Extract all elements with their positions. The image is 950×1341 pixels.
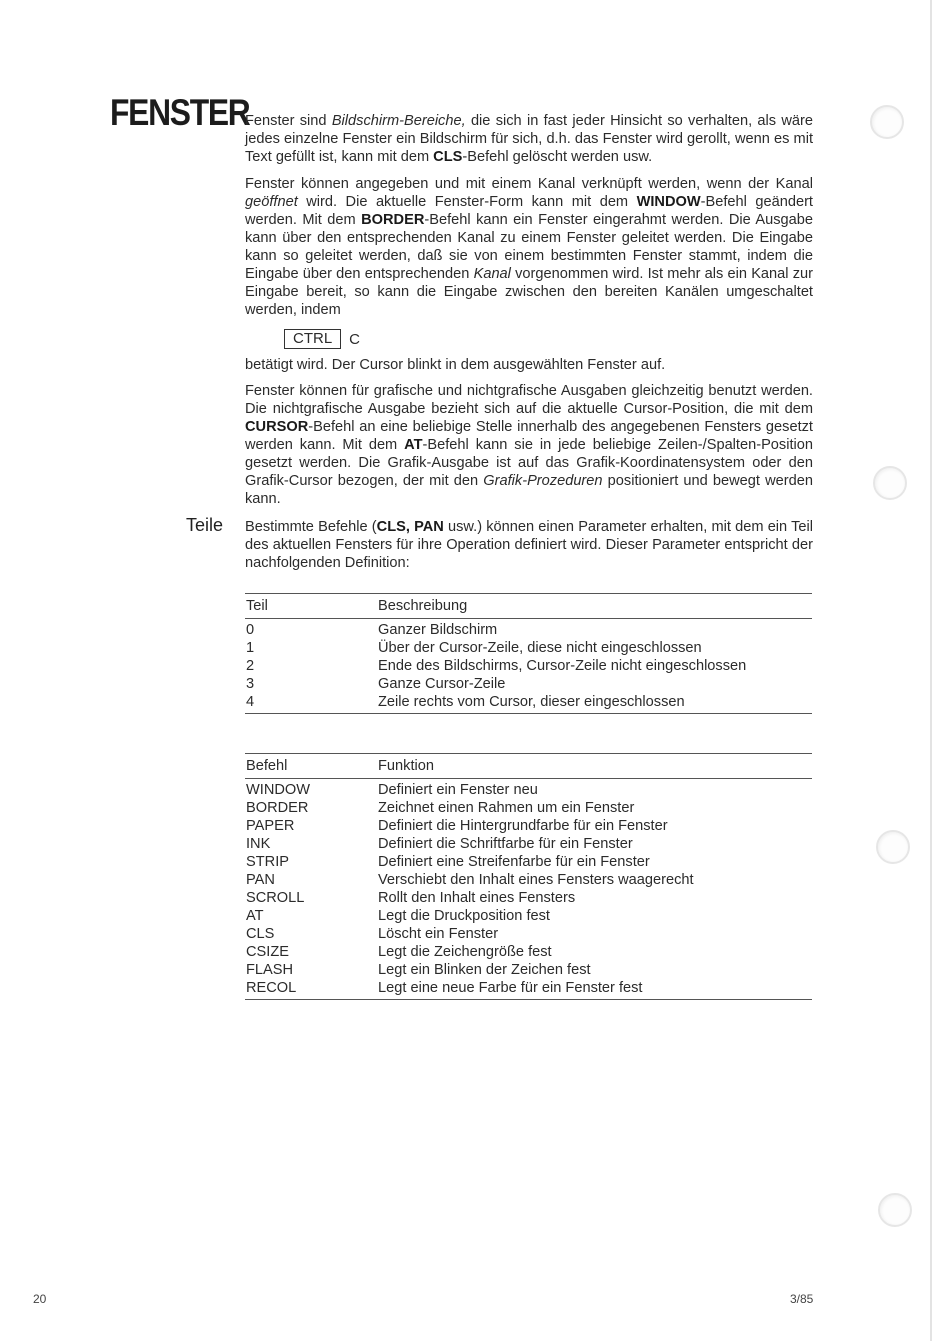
paragraph-teile: Bestimmte Befehle (CLS, PAN usw.) können einen Parameter erhalten, mit dem ein Teil des aktuellen Fensters für ihre Operation definiert wird. Dieser Parameter entspricht der nachfolgenden Definition: bbox=[245, 519, 813, 571]
table-rule bbox=[245, 999, 812, 1000]
paragraph-cursor-blink: betätigt wird. Der Cursor blinkt in dem ausgewählten Fenster auf. bbox=[245, 357, 666, 373]
table-header bbox=[245, 594, 812, 618]
table-rule bbox=[245, 713, 812, 714]
table-row: 2 Ende des Bildschirms, Cursor-Zeile nicht eingeschlossen bbox=[246, 658, 747, 674]
table-row: WINDOW Definiert ein Fenster neu bbox=[246, 782, 538, 798]
table-row: 4 Zeile rechts vom Cursor, dieser eingeschlossen bbox=[246, 694, 685, 710]
punch-hole bbox=[873, 466, 907, 500]
table-header bbox=[245, 754, 812, 778]
page-title: FENSTER bbox=[110, 92, 250, 133]
punch-hole bbox=[878, 1193, 912, 1227]
ctrl-c-keycombo bbox=[284, 329, 360, 349]
page-number: 20 bbox=[33, 1292, 47, 1306]
table-row: CSIZE Legt die Zeichengröße fest bbox=[246, 944, 552, 960]
page-date: 3/85 bbox=[790, 1292, 814, 1306]
table-row: INK Definiert die Schriftfarbe für ein Fenster bbox=[246, 836, 633, 852]
paragraph-channels: Fenster können angegeben und mit einem Kanal verknüpft werden, wenn der Kanal geöffnet wird. Die aktuelle Fenster-Form kann mit dem WINDOW-Befehl geändert werden. Mit dem BORDER-Befehl kann ein Fenster eingerahmt werden. Die Ausgabe kann über den entsprechenden Kanal zu einem Fenster geleitet werden. Die Eingabe kann so geleitet werden, daß sie von einem bestimmten Fenster stammt, indem die Eingabe über den entsprechenden Kanal vorgenommen wird. Ist mehr als ein Kanal zur Eingabe bereit, so kann die Eingabe zwischen den bereiten Kanälen umgeschaltet werden, indem bbox=[245, 176, 813, 318]
table-row: PAN Verschiebt den Inhalt eines Fensters waagerecht bbox=[246, 872, 694, 888]
page-edge-rule bbox=[930, 0, 932, 1341]
ctrl-key: CTRL bbox=[284, 329, 341, 349]
table-row: CLS Löscht ein Fenster bbox=[246, 926, 499, 942]
table-row: 0 Ganzer Bildschirm bbox=[246, 622, 498, 638]
paragraph-intro: Fenster sind Bildschirm-Bereiche, die sich in fast jeder Hinsicht so verhalten, als wäre jedes einzelne Fenster ein Bildschirm für sich, d.h. das Fenster wird gerollt, wenn es mit Text gefüllt ist, kann mit dem CLS-Befehl gelöscht werden usw. bbox=[245, 113, 813, 165]
table-row: STRIP Definiert eine Streifenfarbe für ein Fenster bbox=[246, 854, 650, 870]
table-row: PAPER Definiert die Hintergrundfarbe für ein Fenster bbox=[246, 818, 668, 834]
befehl-table bbox=[245, 753, 812, 1000]
table-row: 1 Über der Cursor-Zeile, diese nicht eingeschlossen bbox=[246, 640, 702, 656]
table-row: 3 Ganze Cursor-Zeile bbox=[246, 676, 506, 692]
paragraph-graphics: Fenster können für grafische und nichtgrafische Ausgaben gleichzeitig benutzt werden. Die nichtgrafische Ausgabe bezieht sich auf die aktuelle Cursor-Position, die mit dem CURSOR-Befehl an eine beliebige Stelle innerhalb des angegebenen Fensters gesetzt werden kann. Mit dem AT-Befehl kann sie in jede beliebige Zeilen-/Spalten-Position gesetzt werden. Die Grafik-Ausgabe ist auf das Grafik-Koordinatensystem oder den Grafik-Cursor bezogen, der mit den Grafik-Prozeduren positioniert und bewegt werden kann. bbox=[245, 383, 813, 507]
table-row: BORDER Zeichnet einen Rahmen um ein Fenster bbox=[246, 800, 635, 816]
table-row: AT Legt die Druckposition fest bbox=[246, 908, 550, 924]
table-row: SCROLL Rollt den Inhalt eines Fensters bbox=[246, 890, 576, 906]
column-header-beschreibung: Beschreibung bbox=[378, 598, 468, 614]
c-key: C bbox=[349, 330, 361, 348]
table-row: FLASH Legt ein Blinken der Zeichen fest bbox=[246, 962, 591, 978]
column-header-befehl: Befehl bbox=[246, 758, 288, 774]
punch-hole bbox=[870, 105, 904, 139]
table-row: RECOL Legt eine neue Farbe für ein Fenster fest bbox=[246, 980, 643, 996]
column-header-funktion: Funktion bbox=[378, 758, 434, 774]
teil-table bbox=[245, 593, 812, 714]
section-heading-teile: Teile bbox=[186, 515, 224, 535]
column-header-teil: Teil bbox=[246, 598, 268, 614]
table-body bbox=[245, 619, 812, 713]
table-body bbox=[245, 779, 812, 999]
punch-hole bbox=[876, 830, 910, 864]
